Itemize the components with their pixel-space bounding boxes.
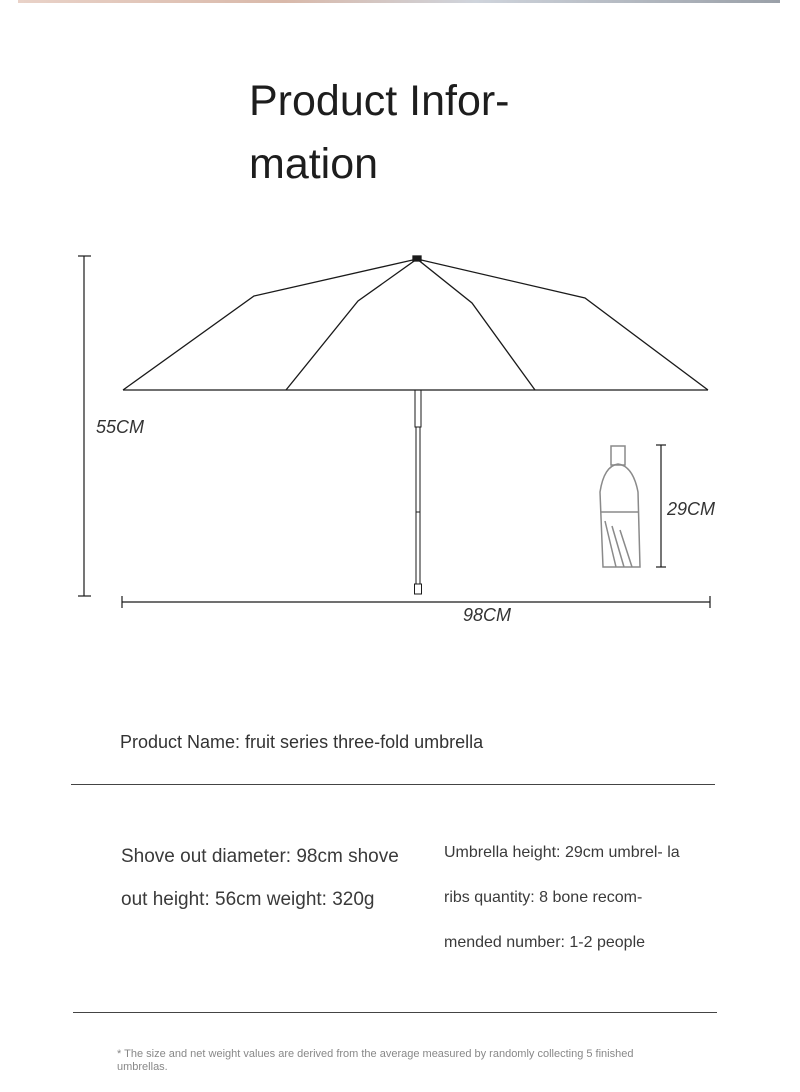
spec-left-text: Shove out diameter: 98cm shove out height: 56cm weight: 320g [121,846,399,910]
width-label: 98CM [463,605,512,625]
footnote: * The size and net weight values are derived from the average measured by randomly collecting 5 finished umbrellas. [117,1048,634,1073]
width-dimension-line [122,596,710,608]
divider-top [71,784,715,785]
product-name: Product Name: fruit series three-fold umbrella [120,732,484,752]
open-umbrella-icon [123,256,708,594]
folded-height-dimension-line [656,445,666,567]
height-dimension-line [78,256,91,596]
page-title: Product Infor- mation [249,77,510,188]
spec-right-text: Umbrella height: 29cm umbrel- la ribs quantity: 8 bone recom- mended number: 1-2 people [444,844,680,951]
divider-bottom [73,1012,717,1013]
height-label: 55CM [96,417,145,437]
folded-height-label: 29CM [667,499,716,519]
folded-umbrella-icon [600,446,640,567]
